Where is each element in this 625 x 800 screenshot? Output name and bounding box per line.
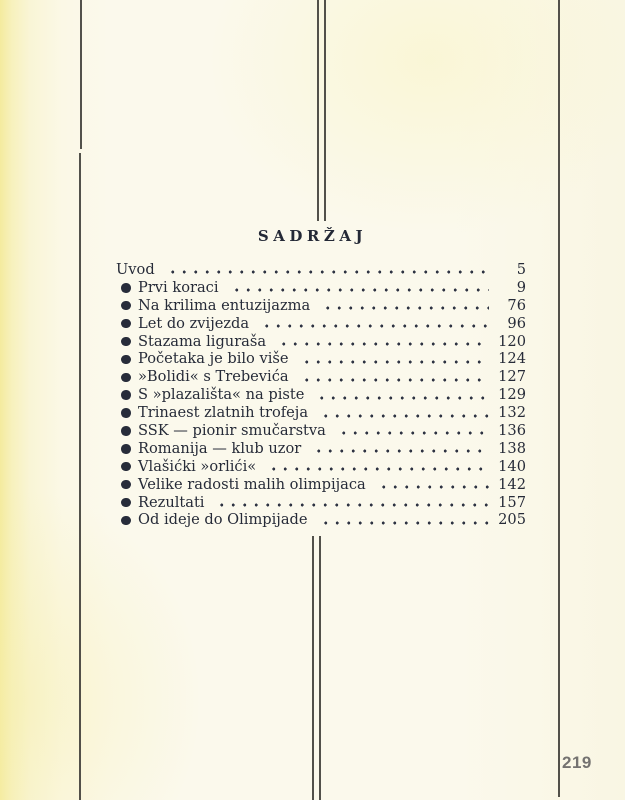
dot-leader xyxy=(266,458,489,476)
dot-leader xyxy=(299,350,489,368)
toc-row xyxy=(116,333,526,351)
toc-entry-label: Rezultati xyxy=(138,493,205,511)
dot-leader xyxy=(214,494,489,512)
dot-leader xyxy=(320,297,489,315)
toc-entry-label: Stazama liguraša xyxy=(138,332,267,350)
dot-leader xyxy=(318,511,489,529)
bullet-icon xyxy=(116,511,138,529)
toc-entry-page: 9 xyxy=(516,278,526,296)
bullet-icon xyxy=(116,297,138,315)
toc-entry-label: Vlašićki »orlići« xyxy=(138,457,257,475)
toc-entry-label: Let do zvijezda xyxy=(138,314,250,332)
toc-row xyxy=(116,440,526,458)
vertical-rule-center-bottom-2 xyxy=(319,536,321,800)
bullet-icon xyxy=(116,404,138,422)
toc-entry-label: Velike radosti malih olimpijaca xyxy=(138,475,366,493)
toc-entry-label: Uvod xyxy=(116,261,155,278)
toc-entry-label: Romanija — klub uzor xyxy=(138,439,302,457)
dot-leader xyxy=(229,279,490,297)
toc-row xyxy=(116,297,526,315)
toc-row xyxy=(116,350,526,368)
toc-entry-label: »Bolidi« s Trebevića xyxy=(138,368,289,386)
vertical-rule-center-top-1 xyxy=(317,0,319,221)
toc-row xyxy=(116,511,526,529)
toc-entry-label: S »plazališta« na piste xyxy=(138,386,305,404)
dot-leader xyxy=(276,333,489,351)
toc-entry-page: 124 xyxy=(498,350,526,368)
vertical-rule-right xyxy=(558,0,560,797)
dot-leader xyxy=(336,422,489,440)
toc-entry-page: 157 xyxy=(498,493,526,511)
toc-entry-page: 205 xyxy=(498,511,526,529)
toc-entry-label: Trinaest zlatnih trofeja xyxy=(138,404,309,422)
page-number: 219 xyxy=(562,753,592,772)
toc-row xyxy=(116,261,526,279)
vertical-rule-left-bottom xyxy=(79,153,81,800)
toc-entry-page: 76 xyxy=(507,296,526,314)
toc-entry-label: SSK — pionir smučarstva xyxy=(138,422,326,440)
toc-entry-page: 5 xyxy=(516,261,526,278)
dot-leader xyxy=(318,404,489,422)
toc-entry-page: 132 xyxy=(498,404,526,422)
dot-leader xyxy=(299,368,489,386)
table-of-contents xyxy=(116,261,526,529)
toc-entry-page: 140 xyxy=(498,457,526,475)
toc-entry-page: 136 xyxy=(498,422,526,440)
toc-entry-label: Od ideje do Olimpijade xyxy=(138,511,308,529)
toc-row xyxy=(116,315,526,333)
bullet-icon xyxy=(116,458,138,476)
toc-row xyxy=(116,458,526,476)
toc-row xyxy=(116,279,526,297)
dot-leader xyxy=(376,476,489,494)
vertical-rule-center-top-2 xyxy=(324,0,326,221)
toc-entry-page: 138 xyxy=(498,439,526,457)
page-title: SADRŽAJ xyxy=(257,227,368,245)
toc-row xyxy=(116,422,526,440)
toc-row xyxy=(116,386,526,404)
toc-entry-page: 120 xyxy=(498,332,526,350)
toc-entry-label: Na krilima entuzijazma xyxy=(138,296,311,314)
dot-leader xyxy=(259,315,489,333)
bullet-icon xyxy=(116,422,138,440)
toc-row xyxy=(116,404,526,422)
toc-entry-label: Prvi koraci xyxy=(138,278,219,296)
bullet-icon xyxy=(116,279,138,297)
bullet-icon xyxy=(116,350,138,368)
toc-entry-page: 96 xyxy=(507,314,526,332)
vertical-rule-left-top xyxy=(80,0,82,149)
toc-row xyxy=(116,368,526,386)
vertical-rule-center-bottom-1 xyxy=(312,536,314,800)
bullet-icon xyxy=(116,333,138,351)
dot-leader xyxy=(314,386,489,404)
bullet-icon xyxy=(116,386,138,404)
bullet-icon xyxy=(116,476,138,494)
toc-row xyxy=(116,494,526,512)
bullet-icon xyxy=(116,315,138,333)
toc-row xyxy=(116,476,526,494)
toc-entry-page: 127 xyxy=(498,368,526,386)
toc-entry-label: Početaka je bilo više xyxy=(138,350,289,368)
bullet-icon xyxy=(116,368,138,386)
bullet-icon xyxy=(116,494,138,512)
bullet-icon xyxy=(116,440,138,458)
toc-entry-page: 142 xyxy=(498,475,526,493)
toc-entry-page: 129 xyxy=(498,386,526,404)
dot-leader xyxy=(165,261,489,279)
dot-leader xyxy=(311,440,489,458)
